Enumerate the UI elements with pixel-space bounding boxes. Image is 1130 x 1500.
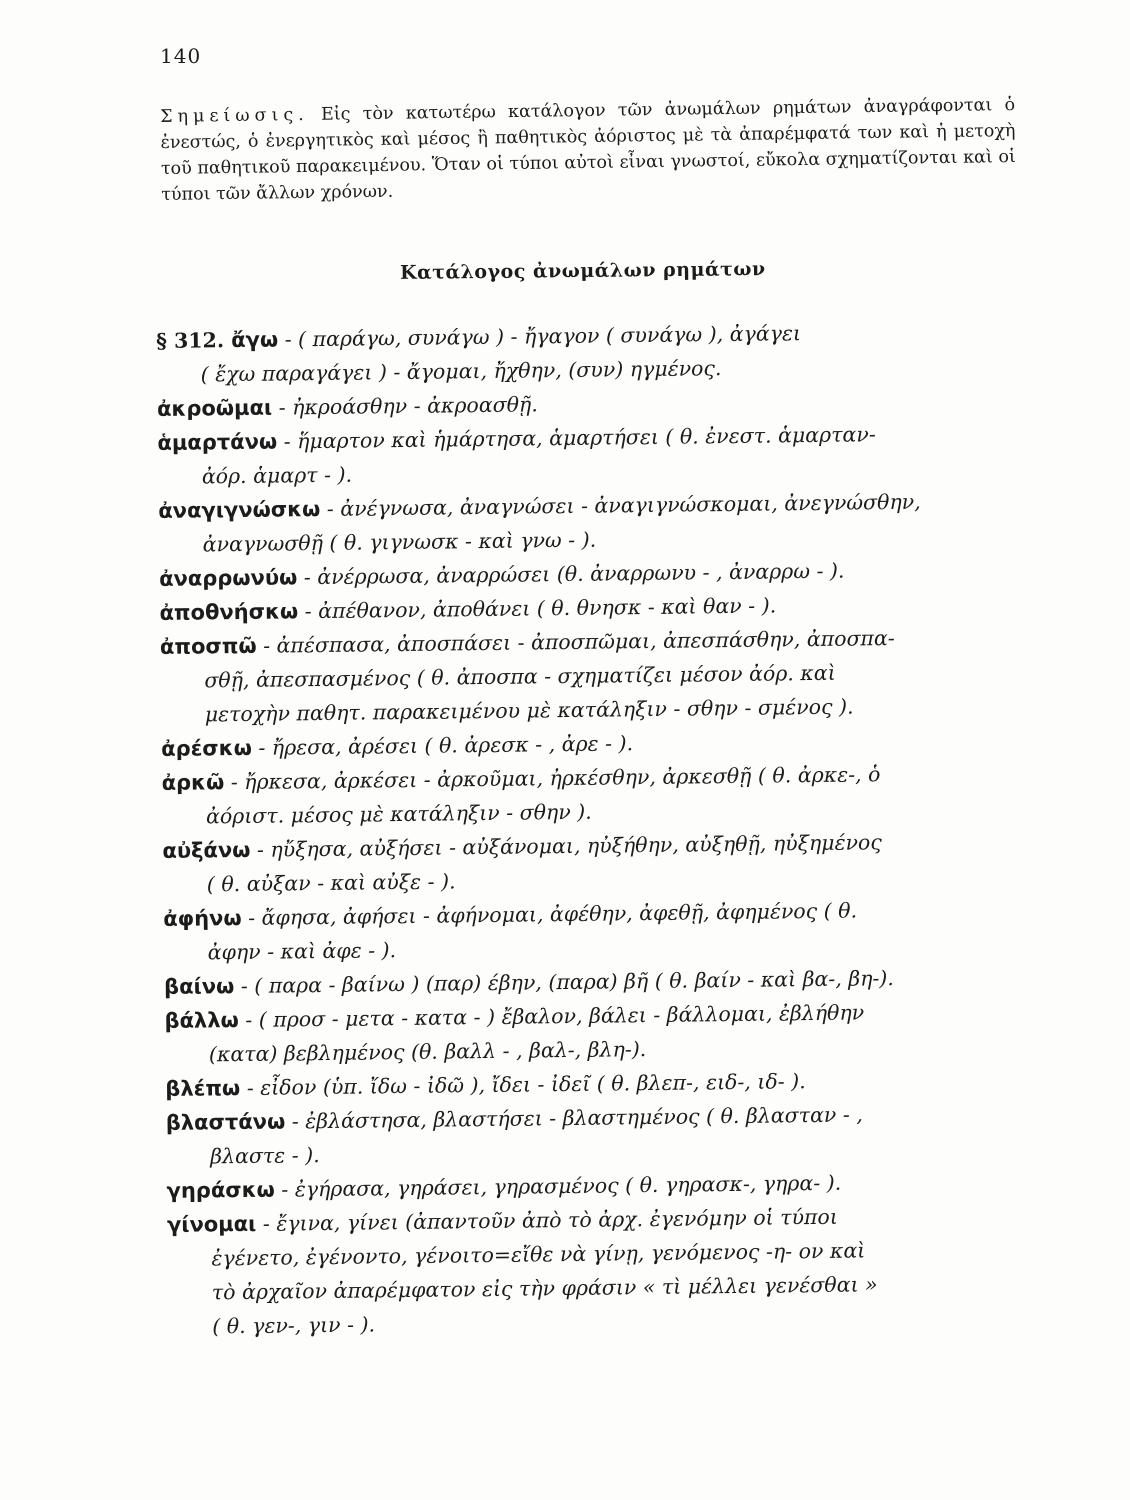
verb-headword: βαίνω xyxy=(163,974,235,999)
verb-forms: βλαστε - ). xyxy=(210,1143,320,1169)
verb-forms: - ἐγήρασα, γηράσει, γηρασμένος ( θ. γηρασκ-, γηρα- ). xyxy=(274,1170,842,1202)
note-paragraph xyxy=(160,92,1016,208)
verb-headword: βλέπω xyxy=(165,1076,241,1101)
note-lead: Σημείωσις. xyxy=(160,104,309,127)
note-text: Εἰς τὸν κατωτέρω κατάλογον τῶν ἀνωμάλων ρημάτων ἀναγράφονται ὁ ἐνεστώς, ὁ ἐνεργητικὸς καὶ μέσος ἢ παθητικὸς ἀόριστος μὲ τὰ ἀπαρέμφατά των καὶ ἡ μετοχὴ τοῦ παθητικοῦ παρακειμένου. Ὅταν οἱ τύποι αὐτοὶ εἶναι γνωστοί, εὔκολα σχηματίζονται καὶ οἱ τύποι τῶν ἄλλων χρόνων. xyxy=(160,95,1016,205)
verb-forms: - ἐβλάστησα, βλαστήσει - βλαστημένος ( θ. βλασταν - , xyxy=(285,1102,863,1134)
verb-forms: - ( παράγω, συνάγω ) - ἤγαγον ( συνάγω ), ἀγάγει xyxy=(277,321,802,352)
verb-forms: - ἀνέρρωσα, ἀναρρώσει (θ. ἀναρρωνυ - , ἀναρρω - ). xyxy=(297,558,845,590)
verb-forms: - εἶδον (ὑπ. ἴδω - ἰδῶ ), ἴδει - ἰδεῖ ( θ. βλεπ-, ειδ-, ιδ- ). xyxy=(240,1069,806,1101)
verb-headword: ἀναγιγνώσκω xyxy=(158,497,321,523)
verb-forms: - ἠκροάσθην - ἀκροασθῇ. xyxy=(272,392,538,420)
verb-forms: σθῇ, ἀπεσπασμένος ( θ. ἀποσπα - σχηματίζει μέσον ἀόρ. καὶ xyxy=(204,660,836,693)
verb-entry xyxy=(166,1095,1037,1174)
verb-forms: μετοχὴν παθητ. παρακειμένου μὲ κατάληξιν - σθην - σμένος ). xyxy=(204,694,854,727)
verb-forms: - ἄφησα, ἀφήσει - ἀφήνομαι, ἀφέθην, ἀφεθῇ, ἀφημένος ( θ. xyxy=(241,898,858,930)
verb-forms: - ἀπέσπασα, ἀποσπάσει - ἀποσπῶμαι, ἀπεσπάσθην, ἀποσπα- xyxy=(256,625,895,658)
verb-forms: - ἀνέγνωσα, ἀναγνώσει - ἀναγιγνώσκομαι, ἀνεγνώσθην, xyxy=(320,489,921,522)
verb-forms: - ἤρεσα, ἀρέσει ( θ. ἀρεσκ - , ἀρε - ). xyxy=(251,731,634,760)
verb-forms: τὸ ἀρχαῖον ἀπαρέμφατον εἰς τὴν φράσιν « τὶ μέλλει γενέσθαι » xyxy=(211,1272,878,1305)
verb-forms: - ( παρα - βαίνω ) (παρ) έβην, (παρα) βῆ ( θ. βαίν - καὶ βα-, βη-). xyxy=(234,966,894,999)
verb-forms: ( ἔχω παραγάγει ) - ἄγομαι, ἤχθην, (συν) ηγμένος. xyxy=(200,356,722,387)
verb-headword: ἁμαρτάνω xyxy=(157,429,278,455)
verb-forms: - ἥμαρτον καὶ ἡμάρτησα, ἁμαρτήσει ( θ. ἐνεστ. ἁμαρταν- xyxy=(277,422,876,454)
verb-headword: ἀποθνήσκω xyxy=(159,599,299,625)
verb-forms: ἀφην - καὶ ἀφε - ). xyxy=(207,938,397,965)
verb-forms: ἐγένετο, ἐγένοντο, γένοιτο=εἴθε νὰ γίνῃ, γενόμενος -η- ον καὶ xyxy=(211,1238,866,1271)
catalog-heading: Κατάλογος ἀνωμάλων ρημάτων xyxy=(399,258,766,284)
verb-headword: αὐξάνω xyxy=(162,837,251,863)
verb-entry xyxy=(164,993,1035,1072)
verb-headword: ἀρκῶ xyxy=(161,770,225,795)
verb-headword: γηράσκω xyxy=(166,1177,275,1203)
verb-entry xyxy=(163,891,1034,970)
verb-forms: - ἀπέθανον, ἀποθάνει ( θ. θνησκ - καὶ θαν - ). xyxy=(298,593,777,624)
verb-entry xyxy=(162,823,1033,902)
verb-forms: ἀναγνωσθῇ ( θ. γιγνωσκ - καὶ γνω - ). xyxy=(202,527,597,557)
page-number: 140 xyxy=(160,44,202,68)
verb-headword: βλαστάνω xyxy=(165,1109,286,1135)
verb-forms: - ἤρκεσα, ἀρκέσει - ἀρκοῦμαι, ἠρκέσθην, ἀρκεσθῇ ( θ. ἀρκε-, ὁ xyxy=(224,762,881,795)
verb-headword: ἀφήνω xyxy=(163,905,242,931)
verb-forms: (κατα) βεβλημένος (θ. βαλλ - , βαλ-, βλη-). xyxy=(208,1037,647,1067)
verb-forms: ἀόρ. ἁμαρτ - ). xyxy=(201,462,353,489)
verb-entry xyxy=(161,755,1032,834)
verb-headword: ἀρέσκω xyxy=(161,735,253,761)
section-number: § 312. xyxy=(156,328,232,353)
verb-forms: ( θ. αὐξαν - καὶ αὐξε - ). xyxy=(206,869,456,897)
verb-forms: - ( προσ - μετα - κατα - ) ἔβαλον, βάλει - βάλλομαι, ἐβλήθην xyxy=(238,1000,865,1033)
verb-entry xyxy=(167,1197,1039,1344)
verb-entry-list xyxy=(156,313,1038,1344)
verb-entry xyxy=(157,415,1028,494)
verb-entry xyxy=(156,313,1027,392)
verb-headword: ἀποσπῶ xyxy=(159,633,257,659)
verb-headword: ἀναρρωνύω xyxy=(158,565,298,591)
verb-headword: ἄγω xyxy=(230,327,279,353)
verb-forms: ἀόριστ. μέσος μὲ κατάληξιν - σθην ). xyxy=(205,799,592,829)
verb-entry xyxy=(158,483,1029,562)
verb-entry xyxy=(160,619,1031,732)
verb-headword: βάλλω xyxy=(164,1008,239,1033)
verb-forms: ( θ. γεν-, γιν - ). xyxy=(212,1312,376,1339)
verb-headword: ἀκροῶμαι xyxy=(156,395,273,421)
verb-forms: - ηὔξησα, αὐξήσει - αὐξάνομαι, ηὐξήθην, αὐξηθῇ, ηὐξημένος xyxy=(250,830,882,862)
verb-forms: - ἔγινα, γίνει (ἀπαντοῦν ἀπὸ τὸ ἀρχ. ἐγενόμην οἱ τύποι xyxy=(256,1204,838,1236)
verb-headword: γίνομαι xyxy=(166,1211,257,1237)
